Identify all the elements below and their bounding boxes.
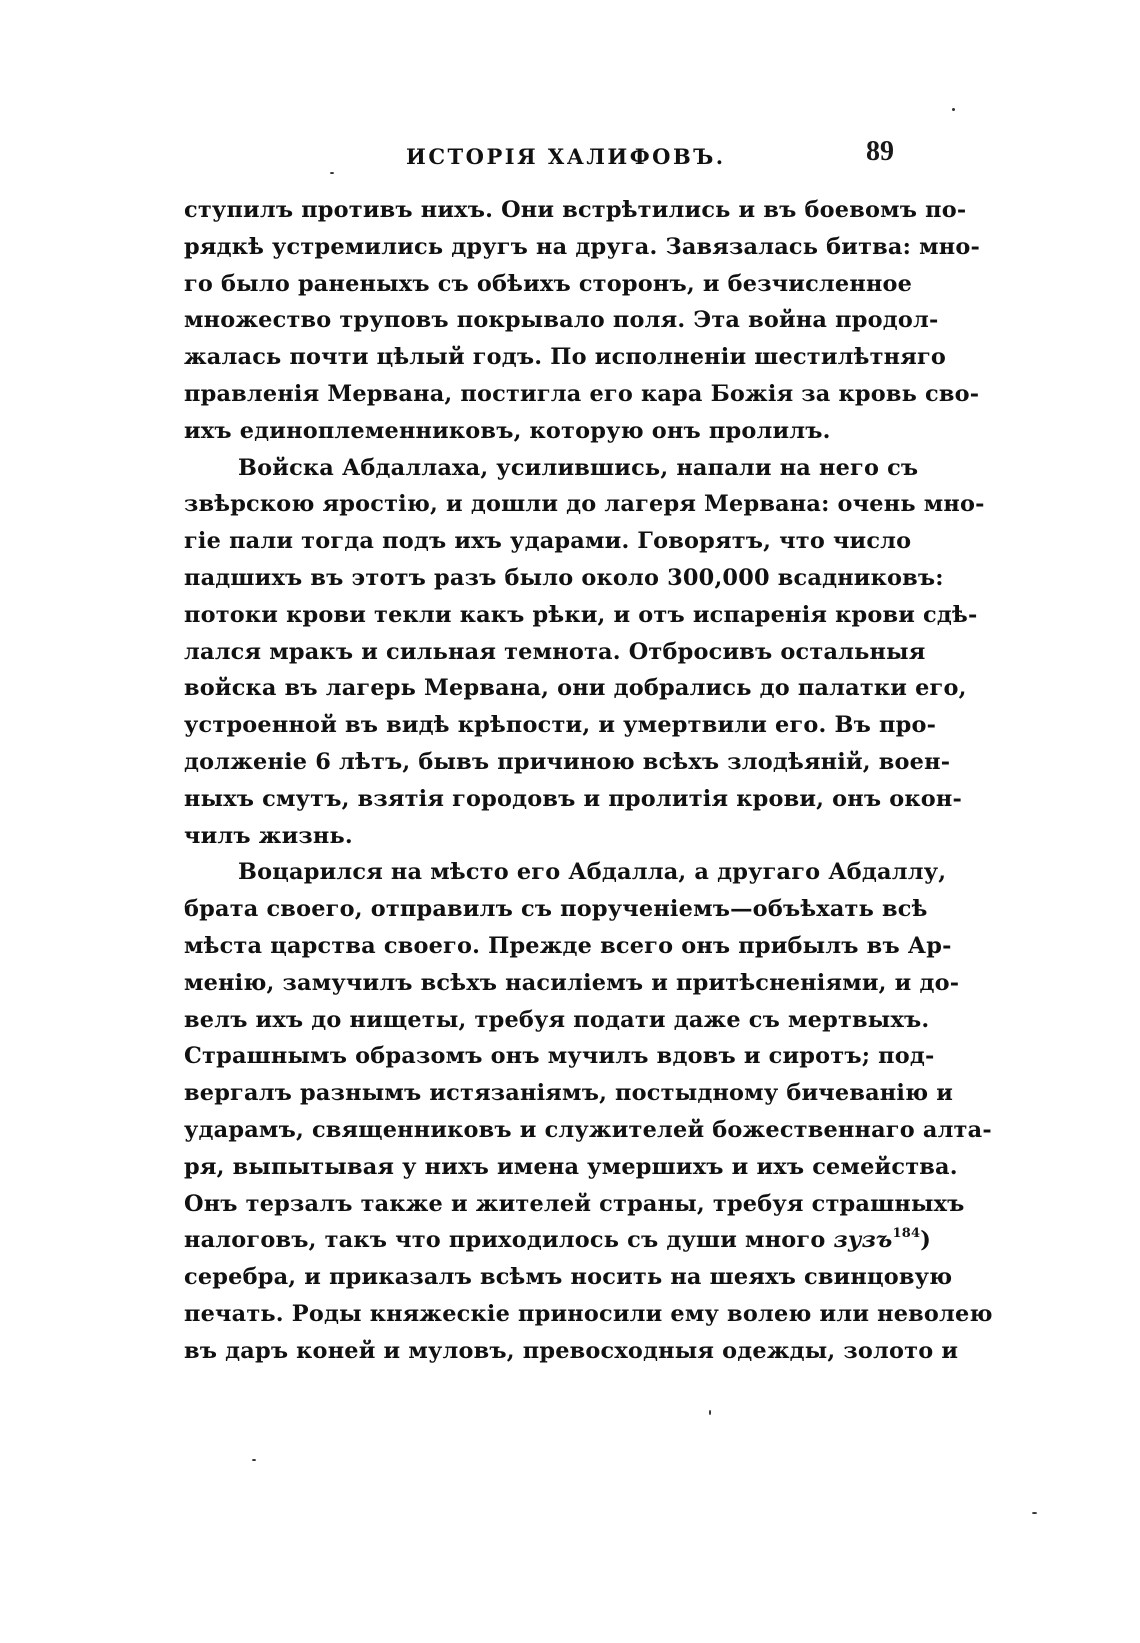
text-line: менію, замучилъ всѣхъ насиліемъ и притѣсненіями, и до-: [184, 969, 960, 996]
text-line: падшихъ въ этотъ разъ было около 300,000 всадниковъ:: [184, 564, 944, 591]
text-line: Онъ терзалъ также и жителей страны, требуя страшныхъ: [184, 1190, 965, 1217]
text-line: потоки крови текли какъ рѣки, и отъ испаренія крови сдѣ-: [184, 601, 978, 628]
running-header: [184, 136, 894, 176]
text-line-with-footnote: [184, 1222, 932, 1259]
text-line: устроенной въ видѣ крѣпости, и умертвили его. Въ про-: [184, 712, 937, 739]
text-line: войска въ лагерь Мервана, они добрались до палатки его,: [184, 675, 967, 702]
text-line: звѣрскою яростію, и дошли до лагеря Мервана: очень мно-: [184, 491, 985, 518]
text-line: брата своего, отправилъ съ порученіемъ—объѣхать всѣ: [184, 896, 928, 923]
text-line: ударамъ, священниковъ и служителей божественнаго алта-: [184, 1116, 992, 1143]
text-line: Страшнымъ образомъ онъ мучилъ вдовъ и сиротъ; под-: [184, 1043, 935, 1070]
text-line: ря, выпытывая у нихъ имена умершихъ и ихъ семейства.: [184, 1153, 958, 1180]
text-line: множество труповъ покрывало поля. Эта война продол-: [184, 307, 939, 334]
text-line: Воцарился на мѣсто его Абдалла, а другаго Абдаллу,: [238, 859, 947, 886]
text-line: ихъ единоплеменниковъ, которую онъ пролилъ.: [184, 417, 831, 444]
text-line: го было раненыхъ съ обѣихъ сторонъ, и безчисленное: [184, 270, 913, 297]
text-line: серебра, и приказалъ всѣмъ носить на шеяхъ свинцовую: [184, 1264, 953, 1291]
text-line: ныхъ смутъ, взятія городовъ и пролитія крови, онъ окон-: [184, 785, 962, 812]
text-line: чилъ жизнь.: [184, 822, 353, 849]
text-line: ступилъ противъ нихъ. Они встрѣтились и въ боевомъ по-: [184, 197, 967, 223]
running-title: ИСТОРІЯ ХАЛИФОВЪ.: [406, 144, 726, 169]
text-line: Войска Абдаллаха, усилившись, напали на него съ: [238, 454, 919, 481]
scan-speck: [330, 172, 334, 174]
scan-speck: [709, 1410, 711, 1415]
closing-paren: ): [920, 1227, 932, 1254]
text-line: мѣста царства своего. Прежде всего онъ прибылъ въ Ар-: [184, 932, 952, 959]
text-line: вергалъ разнымъ истязаніямъ, постыдному бичеванію и: [184, 1080, 954, 1107]
scan-speck: [1032, 1512, 1037, 1514]
text-line: печать. Роды княжескіе приносили ему волею или неволею: [184, 1300, 993, 1327]
text-line: жалась почти цѣлый годъ. По исполненіи шестилѣтняго: [184, 344, 947, 371]
footnote-line-text: налоговъ, такъ что приходилось съ души много: [184, 1227, 826, 1254]
scan-speck: [252, 1459, 256, 1461]
scan-speck: [952, 108, 955, 111]
page-number: 89: [866, 136, 894, 167]
text-line: велъ ихъ до нищеты, требуя подати даже съ мертвыхъ.: [184, 1006, 930, 1033]
footnote-reference: 184: [892, 1226, 921, 1242]
text-line: гіе пали тогда подъ ихъ ударами. Говорятъ, что число: [184, 528, 912, 555]
text-line: рядкѣ устремились другъ на друга. Завязалась битва: мно-: [184, 233, 980, 260]
body-text: [184, 192, 993, 1370]
text-line: лался мракъ и сильная темнота. Отбросивъ остальныя: [184, 638, 926, 665]
italic-term: зузъ: [833, 1227, 893, 1254]
text-line: правленія Мервана, постигла его кара Божія за кровь сво-: [184, 380, 980, 407]
text-line: долженіе 6 лѣтъ, бывъ причиною всѣхъ злодѣяній, воен-: [184, 748, 951, 775]
text-line: въ даръ коней и муловъ, превосходныя одежды, золото и: [184, 1337, 959, 1364]
